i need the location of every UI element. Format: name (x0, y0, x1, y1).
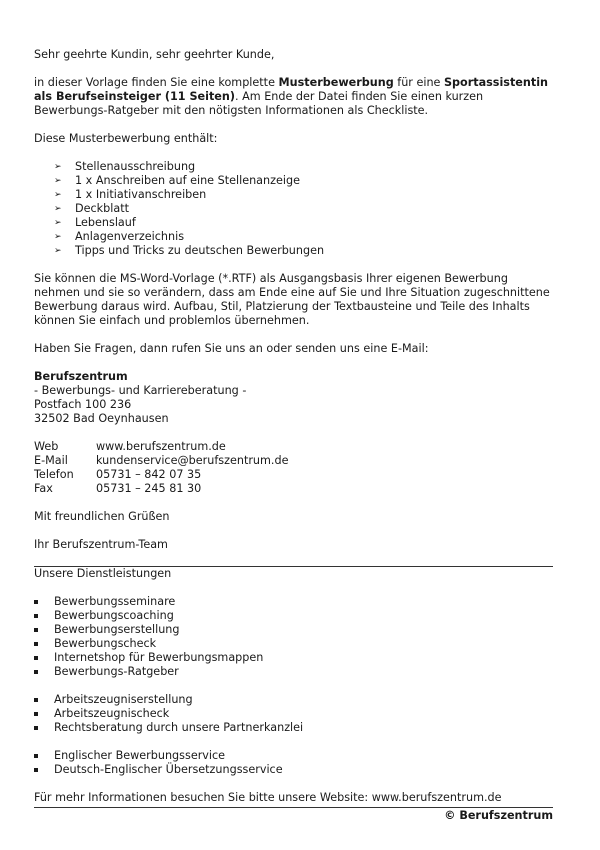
square-bullet-icon (34, 698, 38, 702)
intro-paragraph (34, 76, 554, 118)
template-paragraph: Sie können die MS-Word-Vorlage (*.RTF) als Ausgangsbasis Ihrer eigenen Bewerbung nehmen und sie so verändern, dass am Ende eine auf Sie und Ihre Situation zugeschnittene Bewerbung daraus wird. Aufbau, Stil, Platzierung der Textbausteine und Teile des Inhalts können Sie einfach und problemlos übernehmen. (34, 272, 550, 327)
list-item: Bewerbungsseminare (34, 595, 554, 609)
email-link[interactable]: kundenservice@berufszentrum.de (96, 454, 289, 467)
arrow-bullet-icon: ➢ (54, 218, 62, 228)
services-list-3 (34, 749, 554, 777)
intro-bold-2: Sportassistentin als Berufseinsteiger (11 Seiten) (34, 76, 549, 103)
contact-web: Web www.berufszentrum.de (34, 440, 226, 453)
services-list-2 (34, 693, 554, 735)
list-item: ➢ Lebenslauf (54, 216, 136, 229)
contact-email: E-Mail kundenservice@berufszentrum.de (34, 454, 289, 467)
list-item: Bewerbungscheck (34, 637, 554, 651)
list-item: Arbeitszeugniserstellung (34, 693, 554, 707)
list-item: Bewerbungscoaching (34, 609, 554, 623)
intro-text-2: für eine (393, 76, 444, 89)
services-heading: Unsere Dienstleistungen (34, 567, 172, 580)
square-bullet-icon (34, 614, 38, 618)
intro-bold-1: Musterbewerbung (278, 76, 394, 89)
contact-fax: Fax 05731 – 245 81 30 (34, 482, 202, 495)
list-item: Rechtsberatung durch unsere Partnerkanzlei (34, 721, 554, 735)
intro-text-3: . Am Ende der Datei finden Sie einen kurzen Bewerbungs-Ratgeber mit den nötigsten Informationen als Checkliste. (34, 90, 484, 117)
copyright: © Berufszentrum (444, 809, 553, 822)
company-city: 32502 Bad Oeynhausen (34, 412, 169, 425)
greeting: Sehr geehrte Kundin, sehr geehrter Kunde, (34, 48, 275, 61)
list-item: ➢ Deckblatt (54, 202, 129, 215)
closing: Mit freundlichen Grüßen (34, 510, 170, 523)
list-item: Bewerbungserstellung (34, 623, 554, 637)
arrow-bullet-icon: ➢ (54, 176, 62, 186)
square-bullet-icon (34, 656, 38, 660)
arrow-bullet-icon: ➢ (54, 204, 62, 214)
list-item: Deutsch-Englischer Übersetzungsservice (34, 763, 554, 777)
list-item: ➢ 1 x Anschreiben auf eine Stellenanzeige (54, 174, 300, 187)
services-list-1 (34, 595, 554, 679)
arrow-bullet-icon: ➢ (54, 246, 62, 256)
web-link[interactable]: www.berufszentrum.de (96, 440, 226, 453)
list-item: Englischer Bewerbungsservice (34, 749, 554, 763)
intro-text-1: in dieser Vorlage finden Sie eine komplette (34, 76, 279, 89)
square-bullet-icon (34, 628, 38, 632)
arrow-bullet-icon: ➢ (54, 162, 62, 172)
company-street: Postfach 100 236 (34, 398, 132, 411)
list-item: ➢ 1 x Initiativanschreiben (54, 188, 207, 201)
square-bullet-icon (34, 670, 38, 674)
list-item: Internetshop für Bewerbungsmappen (34, 651, 554, 665)
list-item: ➢ Tipps und Tricks zu deutschen Bewerbungen (54, 244, 325, 257)
square-bullet-icon (34, 768, 38, 772)
document-page (34, 48, 554, 823)
arrow-bullet-icon: ➢ (54, 190, 62, 200)
questions-paragraph: Haben Sie Fragen, dann rufen Sie uns an oder senden uns eine E-Mail: (34, 342, 429, 355)
list-item: Arbeitszeugnischeck (34, 707, 554, 721)
more-info: Für mehr Informationen besuchen Sie bitte unsere Website: www.berufszentrum.de (34, 791, 502, 804)
list-item: Bewerbungs-Ratgeber (34, 665, 554, 679)
square-bullet-icon (34, 642, 38, 646)
footer-divider (34, 807, 553, 808)
contact-phone: Telefon 05731 – 842 07 35 (34, 468, 202, 481)
company-name: Berufszentrum (34, 370, 128, 383)
arrow-bullet-icon: ➢ (54, 232, 62, 242)
list-item: ➢ Stellenausschreibung (54, 160, 196, 173)
list-item: ➢ Anlagenverzeichnis (54, 230, 185, 243)
company-tagline: - Bewerbungs- und Karriereberatung - (34, 384, 247, 397)
square-bullet-icon (34, 600, 38, 604)
contents-list (34, 160, 554, 258)
square-bullet-icon (34, 754, 38, 758)
signature: Ihr Berufszentrum-Team (34, 538, 168, 551)
square-bullet-icon (34, 726, 38, 730)
square-bullet-icon (34, 712, 38, 716)
contents-heading: Diese Musterbewerbung enthält: (34, 132, 218, 145)
